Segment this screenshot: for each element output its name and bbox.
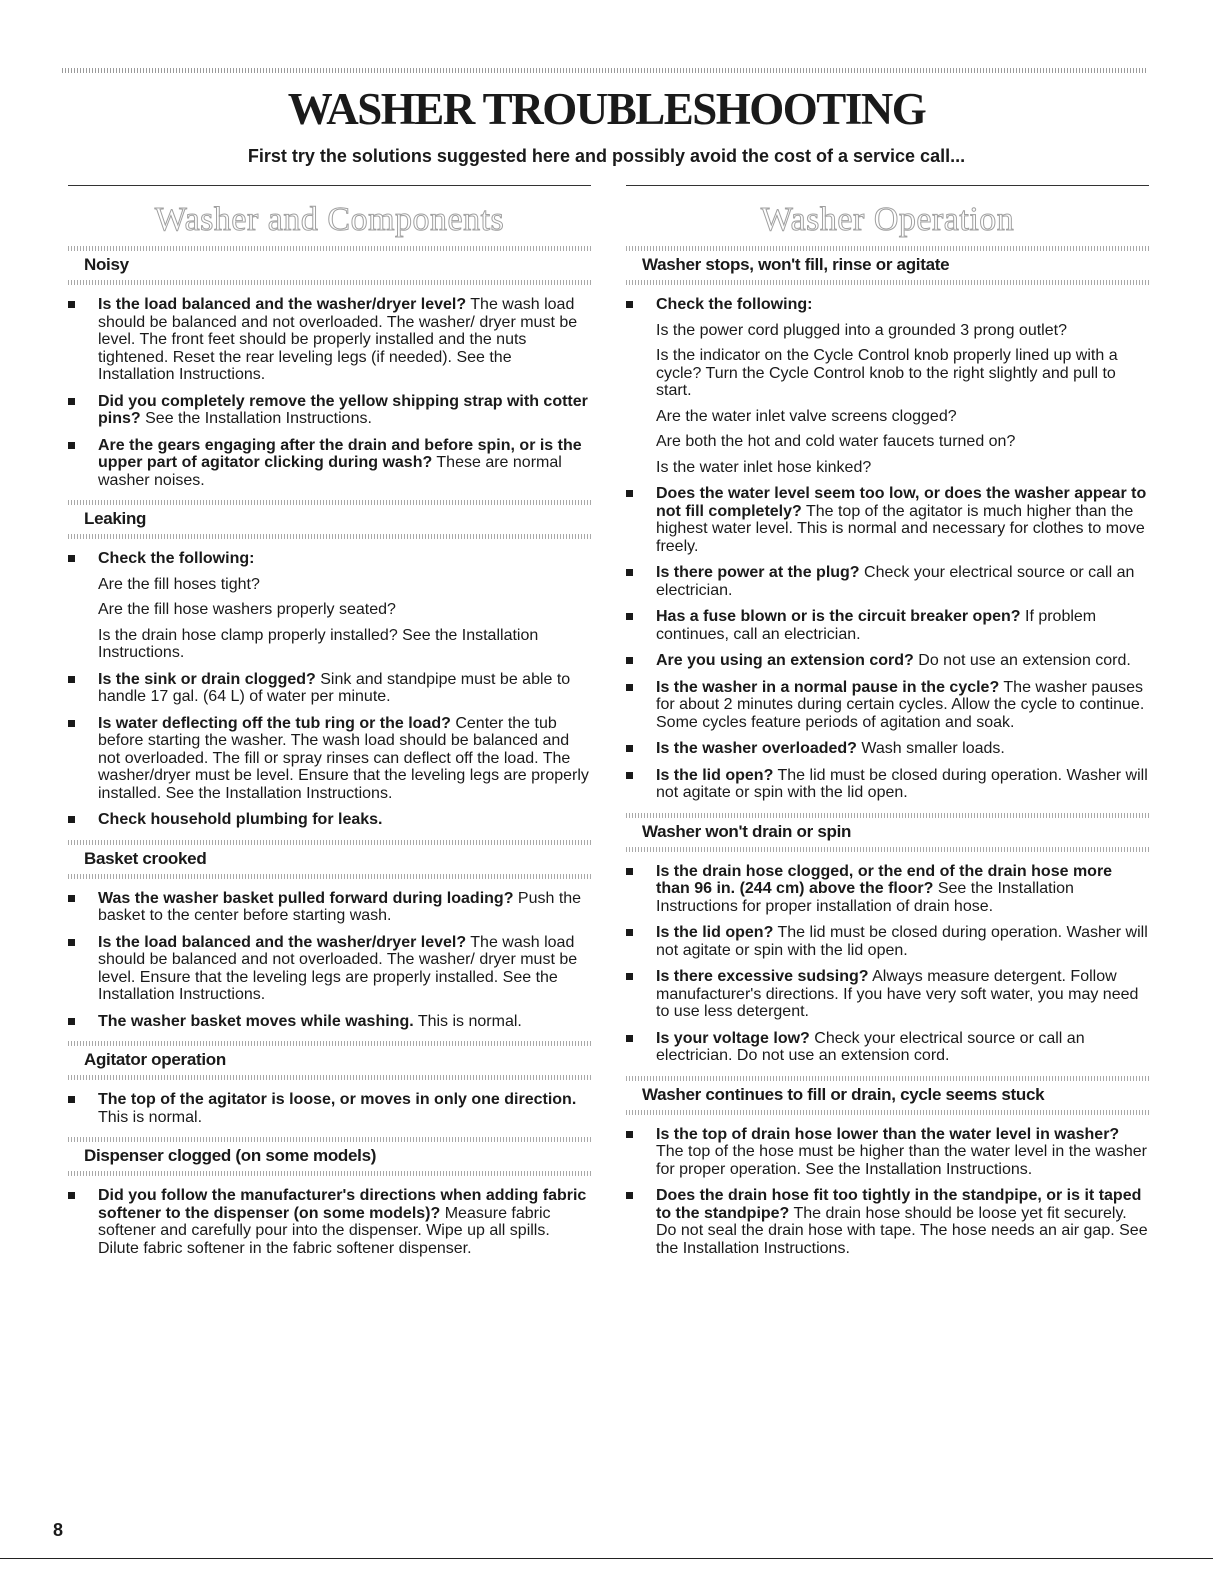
item-answer: The top of the agitator is much higher than the highest water level. This is normal and necessary for clothes to move freely. — [656, 502, 1145, 555]
bullet-icon — [626, 490, 633, 497]
item-question: Are the gears engaging after the drain and before spin, or is the upper part of agitator clicking during wash? — [98, 436, 582, 471]
troubleshooting-item — [626, 296, 1149, 476]
item-question: Is the load balanced and the washer/dryer level? — [98, 933, 467, 951]
page-title: WASHER TROUBLESHOOTING — [287, 84, 926, 134]
section-title: Washer won't drain or spin — [642, 821, 852, 841]
item-answer: Check your electrical source or call an electrician. Do not use an extension cord. — [656, 1029, 1085, 1064]
item-answer: This is normal. — [98, 1108, 203, 1126]
troubleshooting-item — [626, 679, 1149, 732]
section-title: Noisy — [84, 255, 129, 274]
item-question: Is the load balanced and the washer/dryer level? — [98, 296, 467, 313]
troubleshooting-section — [68, 246, 591, 489]
section-items — [626, 852, 1149, 1065]
item-answer: The drain hose should be loose yet fit securely. Do not seal the drain hose with tape. The hose needs an air gap. See the Installation Instructions. — [656, 1204, 1148, 1257]
item-answer: Push the basket to the center before starting wash. — [98, 889, 582, 924]
troubleshooting-item — [68, 296, 591, 384]
bullet-icon — [626, 301, 633, 308]
bottom-rule — [0, 1558, 1213, 1559]
troubleshooting-item — [626, 1030, 1149, 1065]
section-items — [68, 1080, 591, 1126]
item-answer: Measure fabric softener and carefully pour into the dispenser. Wipe up all spills. Dilute fabric softener in the fabric softener dispenser. — [98, 1204, 551, 1257]
item-answer: See the Installation Instructions for proper installation of drain hose. — [656, 880, 1074, 915]
bullet-icon — [68, 555, 75, 562]
section-items — [68, 879, 591, 1031]
item-answer: See the Installation Instructions. — [140, 410, 372, 427]
troubleshooting-item — [68, 1091, 591, 1126]
bullet-icon — [626, 973, 633, 980]
item-question: Does the drain hose fit too tightly in the standpipe, or is it taped to the standpipe? — [656, 1187, 1142, 1222]
bullet-icon — [68, 720, 75, 727]
troubleshooting-section — [68, 1041, 591, 1126]
troubleshooting-item — [68, 811, 591, 829]
column-heading: Washer and Components — [154, 201, 505, 238]
troubleshooting-section — [68, 1137, 591, 1257]
troubleshooting-item — [68, 715, 591, 803]
troubleshooting-item — [68, 437, 591, 490]
item-check: Are the water inlet valve screens clogged? — [656, 407, 957, 425]
bullet-icon — [68, 816, 75, 823]
troubleshooting-item — [626, 652, 1149, 670]
item-answer: Always measure detergent. Follow manufacturer's directions. If you have very soft water, you may need to use less detergent. — [656, 968, 1139, 1020]
section-title: Basket crooked — [84, 848, 207, 868]
troubleshooting-item — [626, 968, 1149, 1021]
troubleshooting-item — [626, 485, 1149, 555]
troubleshooting-section — [626, 1076, 1149, 1258]
item-answer: The wash load should be balanced and not overloaded. The washer/ dryer must be level. The front feet should be properly installed and the nuts tightened. Reset the rear leveling legs (if needed). See the Installation Instructions. — [98, 296, 578, 383]
item-question: Was the washer basket pulled forward during loading? — [98, 889, 514, 907]
bullet-icon — [68, 1192, 75, 1199]
bullet-icon — [68, 442, 75, 449]
item-answer: Check your electrical source or call an electrician. — [656, 564, 1135, 599]
section-title: Washer stops, won't fill, rinse or agitate — [642, 255, 950, 274]
item-check: Are both the hot and cold water faucets turned on? — [656, 433, 1016, 450]
section-items — [68, 285, 591, 489]
section-title: Washer continues to fill or drain, cycle seems stuck — [642, 1084, 1045, 1104]
item-question: Is the lid open? — [656, 924, 774, 941]
item-check: Is the power cord plugged into a grounded 3 prong outlet? — [656, 321, 1067, 339]
item-answer: These are normal washer noises. — [98, 454, 562, 489]
column-sections — [68, 246, 591, 1257]
bullet-icon — [626, 569, 633, 576]
item-question: The top of the agitator is loose, or moves in only one direction. — [98, 1091, 577, 1108]
item-answer: The top of the hose must be higher than the water level in the washer for proper operation. See the Installation Instructions. — [656, 1143, 1147, 1178]
item-question: Does the water level seem too low, or does the washer appear to not fill completely? — [656, 485, 1147, 520]
troubleshooting-section — [626, 813, 1149, 1065]
troubleshooting-item — [68, 1013, 591, 1031]
item-answer: The washer pauses for about 2 minutes during certain cycles. Allow the cycle to continue. Some cycles feature periods of agitation and soak. — [656, 678, 1145, 731]
bullet-icon — [626, 1131, 633, 1138]
item-question: Is there power at the plug? — [656, 564, 860, 581]
item-question: The washer basket moves while washing. — [98, 1012, 414, 1030]
item-question: Is the lid open? — [656, 766, 774, 784]
item-question: Is the drain hose clogged, or the end of the drain hose more than 96 in. (244 cm) above the floor? — [656, 862, 1113, 897]
item-question: Is the top of drain hose lower than the water level in washer? — [656, 1125, 1120, 1143]
bullet-icon — [626, 613, 633, 620]
item-question: Did you completely remove the yellow shipping strap with cotter pins? — [98, 392, 588, 427]
troubleshooting-item — [626, 564, 1149, 599]
troubleshooting-item — [68, 890, 591, 925]
item-answer: Sink and standpipe must be able to handle 17 gal. (64 L) of water per minute. — [98, 670, 571, 705]
troubleshooting-item — [68, 393, 591, 428]
item-question: Is the washer overloaded? — [656, 740, 857, 757]
section-title: Leaking — [84, 509, 147, 528]
troubleshooting-item — [626, 924, 1149, 959]
troubleshooting-section — [626, 246, 1149, 802]
column-washer-operation — [626, 185, 1149, 1268]
bullet-icon — [626, 772, 633, 779]
troubleshooting-item — [68, 1187, 591, 1257]
bullet-icon — [68, 676, 75, 683]
troubleshooting-item — [626, 740, 1149, 758]
column-sections — [626, 246, 1149, 1257]
item-check: Are the fill hose washers properly seated? — [98, 601, 396, 618]
page-subtitle: First try the solutions suggested here and possibly avoid the cost of a service call... — [247, 146, 966, 166]
troubleshooting-item — [626, 608, 1149, 643]
bullet-icon — [626, 868, 633, 875]
bullet-icon — [626, 684, 633, 691]
item-answer: The wash load should be balanced and not overloaded. The washer/ dryer must be level. Ensure that the leveling legs are properly installed. See the Installation Instructions. — [98, 933, 578, 1003]
troubleshooting-section — [68, 840, 591, 1031]
bullet-icon — [68, 398, 75, 405]
bullet-icon — [626, 1192, 633, 1199]
item-question: Did you follow the manufacturer's directions when adding fabric softener to the dispenser (on some models)? — [98, 1187, 587, 1222]
bullet-icon — [68, 939, 75, 946]
troubleshooting-item — [626, 1126, 1149, 1179]
top-divider — [62, 68, 1147, 73]
troubleshooting-item — [68, 934, 591, 1004]
troubleshooting-item — [68, 671, 591, 706]
item-answer: The lid must be closed during operation. Washer will not agitate or spin with the lid open. — [656, 924, 1148, 959]
column-heading: Washer Operation — [760, 201, 1015, 238]
item-question: Are you using an extension cord? — [656, 652, 914, 669]
item-question: Check the following: — [656, 296, 813, 313]
bullet-icon — [626, 929, 633, 936]
item-check: Is the water inlet hose kinked? — [656, 458, 872, 476]
section-items — [626, 1115, 1149, 1258]
page-number: 8 — [53, 1520, 64, 1540]
column-rule — [626, 185, 1149, 186]
section-items — [68, 1176, 591, 1257]
bullet-icon — [68, 1096, 75, 1103]
item-question: Is the washer in a normal pause in the cycle? — [656, 678, 1000, 696]
bullet-icon — [68, 1018, 75, 1025]
item-answer: The lid must be closed during operation. Washer will not agitate or spin with the lid open. — [656, 766, 1148, 801]
item-question: Check the following: — [98, 550, 255, 567]
item-question: Has a fuse blown or is the circuit breaker open? — [656, 608, 1021, 625]
bullet-icon — [626, 745, 633, 752]
item-check: Are the fill hoses tight? — [98, 575, 260, 593]
item-question: Is there excessive sudsing? — [656, 968, 869, 985]
section-items — [68, 539, 591, 829]
item-check: Is the indicator on the Cycle Control knob properly lined up with a cycle? Turn the Cycle Control knob to the right slightly and pull to start. — [656, 347, 1118, 399]
item-question: Is the sink or drain clogged? — [98, 670, 316, 688]
bullet-icon — [68, 895, 75, 902]
bullet-icon — [68, 301, 75, 308]
section-title: Dispenser clogged (on some models) — [84, 1146, 377, 1165]
item-question: Check household plumbing for leaks. — [98, 811, 383, 828]
troubleshooting-item — [68, 550, 591, 662]
troubleshooting-item — [626, 1187, 1149, 1257]
item-answer: Wash smaller loads. — [856, 740, 1005, 757]
item-answer: This is normal. — [413, 1012, 522, 1030]
section-items — [626, 285, 1149, 802]
column-rule — [68, 185, 591, 186]
item-check: Is the drain hose clamp properly installed? See the Installation Instructions. — [98, 626, 539, 661]
troubleshooting-item — [626, 767, 1149, 802]
item-answer: Center the tub before starting the washer. The wash load should be balanced and not overloaded. The fill or spray rinses can deflect off the load. The washer/dryer must be level. Ensure that the leveling legs are properly installed. See the Installation Instructions. — [98, 714, 589, 802]
bullet-icon — [626, 657, 633, 664]
item-answer: If problem continues, call an electrician. — [656, 608, 1097, 643]
section-title: Agitator operation — [84, 1050, 226, 1069]
item-question: Is your voltage low? — [656, 1029, 810, 1047]
item-answer: Do not use an extension cord. — [913, 652, 1131, 669]
item-question: Is water deflecting off the tub ring or the load? — [98, 714, 451, 732]
bullet-icon — [626, 1035, 633, 1042]
troubleshooting-item — [626, 863, 1149, 916]
troubleshooting-section — [68, 500, 591, 829]
column-washer-and-components — [68, 185, 591, 1268]
